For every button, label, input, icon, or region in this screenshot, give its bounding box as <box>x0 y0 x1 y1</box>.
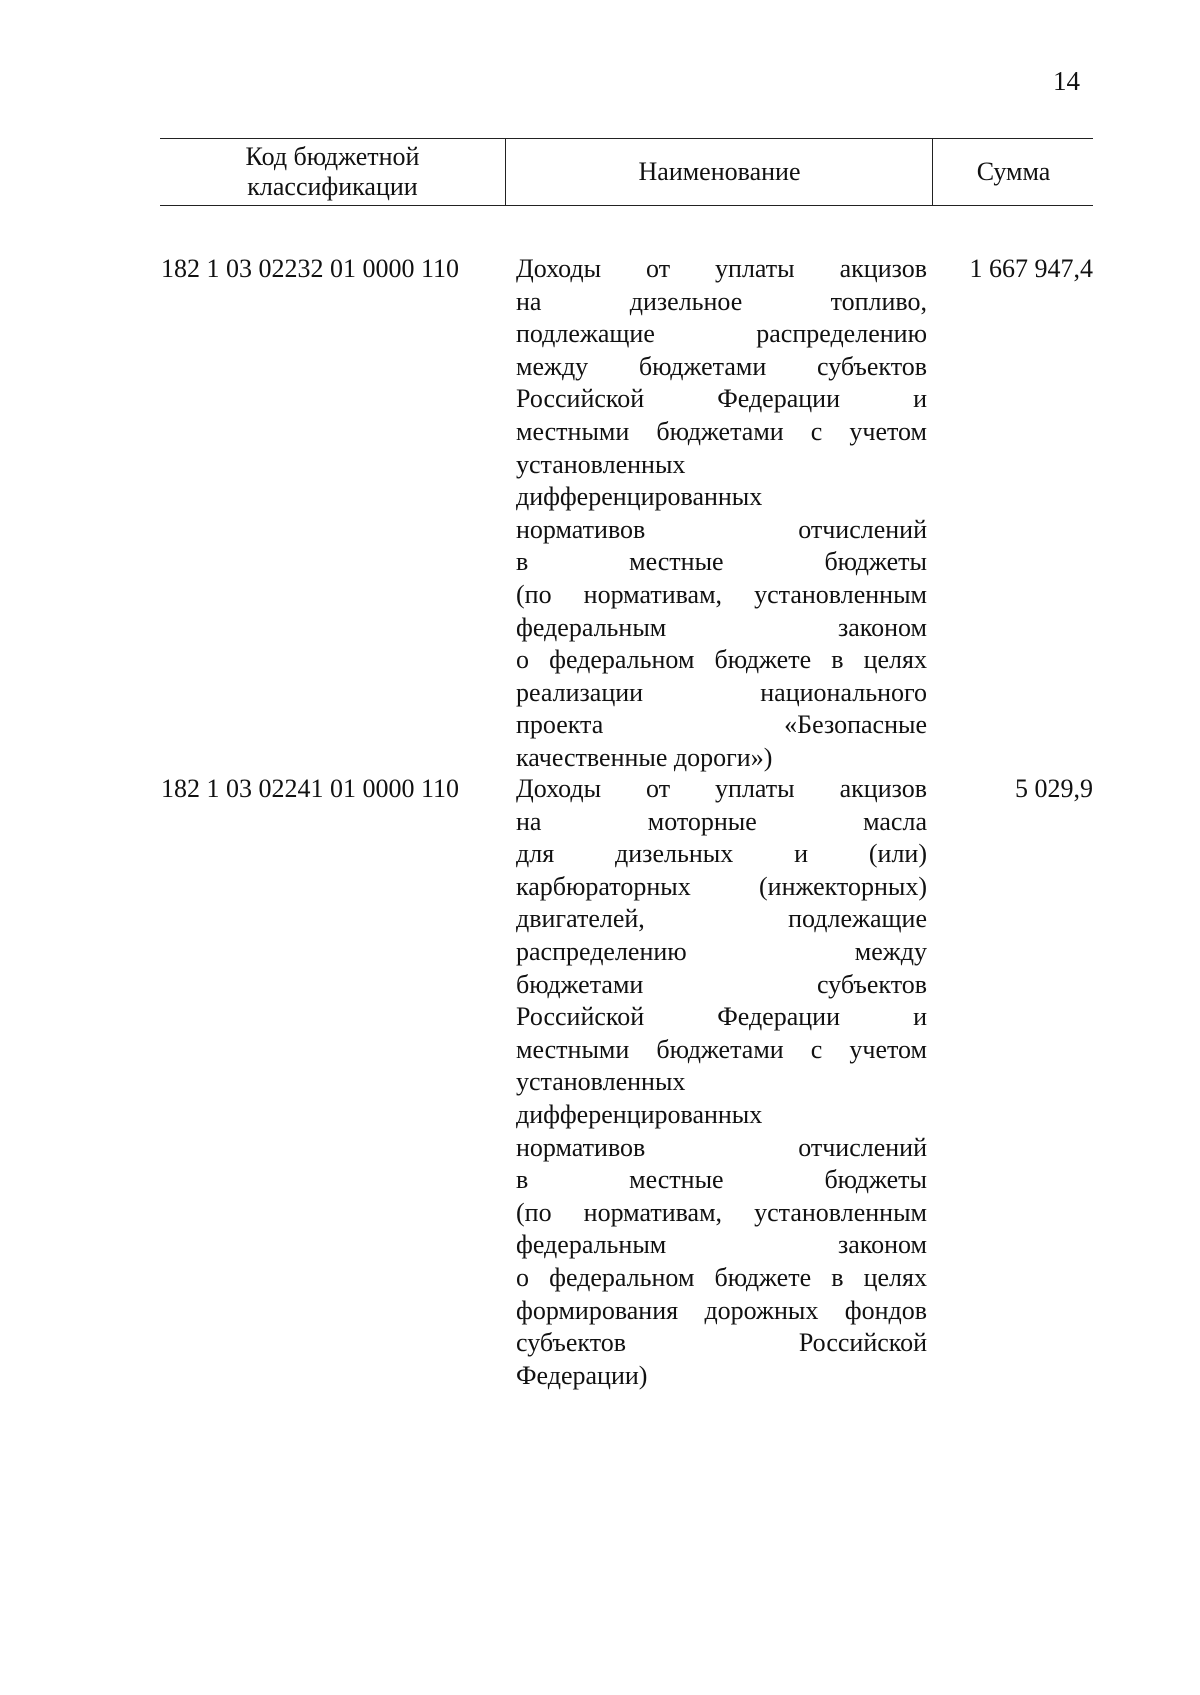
name-line: субъектов Российской <box>516 1328 927 1358</box>
header-code-cell <box>160 139 505 205</box>
name-line: установленных <box>516 449 686 479</box>
name-line: о федеральном бюджете в целях <box>516 645 927 675</box>
header-code-line2: классификации <box>247 172 418 201</box>
name-line: Российской Федерации и <box>516 1002 927 1032</box>
name-line: карбюраторных (инжекторных) <box>516 871 927 901</box>
name-line: в местные бюджеты <box>516 547 927 577</box>
name-line: (по нормативам, установленным <box>516 579 927 609</box>
name-line: дифференцированных <box>516 482 763 512</box>
name-line: подлежащие распределению <box>516 319 927 349</box>
name-line: двигателей, подлежащие <box>516 904 927 934</box>
page-number: 14 <box>1053 66 1080 96</box>
name-line: Доходы от уплаты акцизов <box>516 774 927 803</box>
header-divider-1 <box>505 139 506 205</box>
name-line: формирования дорожных фондов <box>516 1295 927 1325</box>
name-line: (по нормативам, установленным <box>516 1197 927 1227</box>
name-line: местными бюджетами с учетом <box>516 416 927 446</box>
row-sum: 5 029,9 <box>1015 774 1093 803</box>
name-line: Доходы от уплаты акцизов <box>516 254 927 283</box>
row-code: 182 1 03 02241 01 0000 110 <box>161 774 460 803</box>
row-name <box>516 773 927 1392</box>
name-line: федеральным законом <box>516 612 927 642</box>
header-name-cell: Наименование <box>638 157 801 186</box>
name-line: распределению между <box>516 936 927 966</box>
name-line: для дизельных и (или) <box>516 839 927 869</box>
row-name <box>516 253 927 775</box>
name-line: Федерации) <box>516 1360 648 1390</box>
name-line: качественные дороги») <box>516 742 773 772</box>
row-sum: 1 667 947,4 <box>969 254 1093 283</box>
name-line: нормативов отчислений <box>516 514 927 544</box>
name-line: установленных <box>516 1067 686 1097</box>
table-header <box>160 138 1093 206</box>
name-line: Российской Федерации и <box>516 384 927 414</box>
row-code: 182 1 03 02232 01 0000 110 <box>161 254 460 283</box>
name-line: на дизельное топливо, <box>516 286 927 316</box>
name-line: федеральным законом <box>516 1230 927 1260</box>
name-line: дифференцированных <box>516 1099 763 1129</box>
name-line: бюджетами субъектов <box>516 969 927 999</box>
name-line: проекта «Безопасные <box>516 710 927 740</box>
name-line: между бюджетами субъектов <box>516 351 927 381</box>
header-divider-2 <box>932 139 933 205</box>
name-line: нормативов отчислений <box>516 1132 927 1162</box>
header-code-line1: Код бюджетной <box>245 142 420 171</box>
header-sum-cell: Сумма <box>976 157 1051 186</box>
name-line: местными бюджетами с учетом <box>516 1034 927 1064</box>
name-line: реализации национального <box>516 677 927 707</box>
name-line: на моторные масла <box>516 806 927 836</box>
name-line: о федеральном бюджете в целях <box>516 1262 927 1292</box>
name-line: в местные бюджеты <box>516 1165 927 1195</box>
